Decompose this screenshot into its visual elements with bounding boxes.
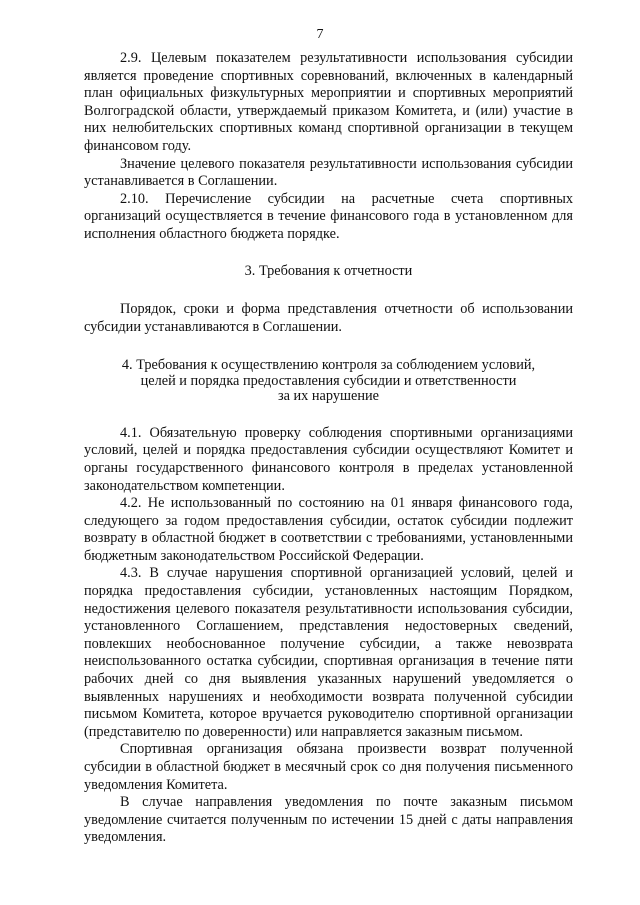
paragraph-obligation: Спортивная организация обязана произвести возврат полученной субсидии в областной бюджет в месячный срок со дня получения письменного уведомления Комитета. [84,741,573,793]
paragraph-2-9: 2.9. Целевым показателем результативности использования субсидии является проведение спортивных соревнований, включенных в календарный план официальных физкультурных мероприятии и спортивных мероприятий Волгоградской области, утверждаемый приказом Комитета, и (или) участие в них нелюбительских спортивных команд спортивной организации в текущем финансовом году. [84,50,573,154]
section-4-heading-line-3: за их нарушение [277,388,380,405]
paragraph-reporting: Порядок, сроки и форма представления отчетности об использовании субсидии устанавливаются в Соглашении. [84,301,573,335]
paragraph-notice: В случае направления уведомления по почте заказным письмом уведомление считается полученным по истечении 15 дней с даты направления уведомления. [84,794,573,846]
paragraph-4-1: 4.1. Обязательную проверку соблюдения спортивными организациями условий, целей и порядка предоставления субсидии осуществляют Комитет и органы государственного финансового контроля в пределах установленной законодательством компетенции. [84,424,573,494]
paragraph-4-3: 4.3. В случае нарушения спортивной организацией условий, целей и порядка предоставления субсидии, установленных настоящим Порядком, недостижения целевого показателя результативности использования субсидии, установленного Соглашением, представления недостоверных сведений, повлекших необоснованное получение субсидии, а также невозврата неиспользованного остатка субсидии, спортивная организация в течение пяти рабочих дней со дня выявления указанных нарушений уведомляется о выявленных нарушениях и необходимости возврата полученной субсидии письмом Комитета, которое вручается руководителю спортивной организации (представителю по доверенности) или направляется заказным письмом. [84,565,573,740]
page-number: 7 [316,27,324,42]
paragraph-4-2: 4.2. Не использованный по состоянию на 01 января финансового года, следующего за годом предоставления субсидии, остаток субсидии подлежит возврату в областной бюджет в соответствии с требованиями, установленными бюджетным законодательством Российской Федерации. [84,495,573,564]
section-4-heading-line-1: 4. Требования к осуществлению контроля за соблюдением условий, [121,357,536,374]
paragraph-target-value: Значение целевого показателя результативности использования субсидии устанавливается в Соглашении. [84,155,573,190]
section-3-heading: 3. Требования к отчетности [244,262,413,279]
section-4-heading [84,358,573,405]
section-4-heading-line-2: целей и порядка предоставления субсидии и ответственности [140,372,517,389]
paragraph-2-10: 2.10. Перечисление субсидии на расчетные счета спортивных организаций осуществляется в течение финансового года в установленном для исполнения областного бюджета порядке. [84,190,573,242]
